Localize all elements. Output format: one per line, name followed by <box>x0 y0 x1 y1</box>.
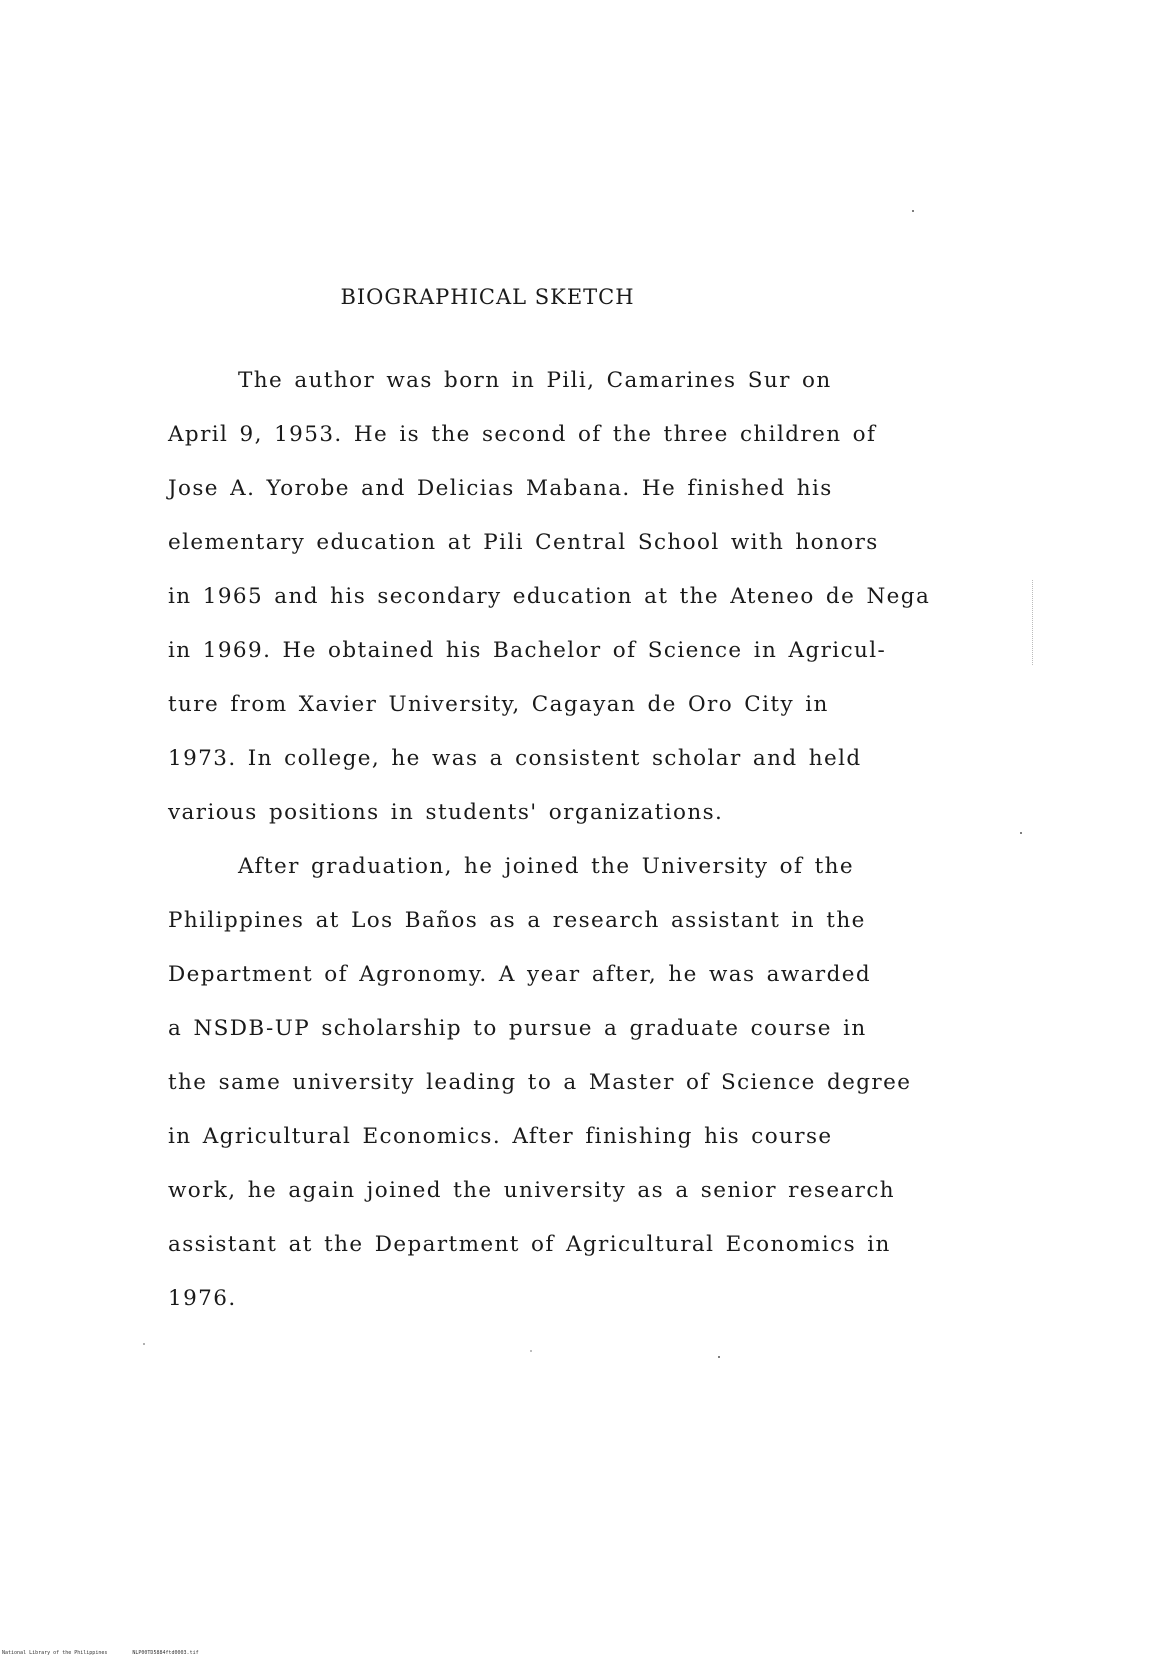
scan-speck <box>1020 832 1022 834</box>
scan-speck <box>530 1350 532 1352</box>
paragraph-2-line-2: Philippines at Los Baños as a research assistant in the <box>168 908 866 933</box>
document-title: BIOGRAPHICAL SKETCH <box>340 285 635 309</box>
scan-speck <box>912 210 914 212</box>
paragraph-1-line-6: in 1969. He obtained his Bachelor of Science in Agricul- <box>168 638 887 663</box>
paragraph-2-line-4: a NSDB-UP scholarship to pursue a graduate course in <box>168 1016 867 1041</box>
footer-file: NLP00TD5884ftd0003.tif <box>132 1650 199 1656</box>
paragraph-2-line-8: assistant at the Department of Agricultural Economics in <box>168 1232 891 1257</box>
paragraph-2-line-3: Department of Agronomy. A year after, he was awarded <box>168 962 872 987</box>
footer-library: National Library of the Philippines <box>2 1650 108 1656</box>
paragraph-1-line-5: in 1965 and his secondary education at the Ateneo de Nega <box>168 584 931 609</box>
paragraph-2-line-1: After graduation, he joined the University of the <box>238 854 855 879</box>
paragraph-1-line-1: The author was born in Pili, Camarines Sur on <box>238 368 832 393</box>
paragraph-2-line-7: work, he again joined the university as a senior research <box>168 1178 896 1203</box>
scan-speck <box>143 1343 145 1345</box>
paragraph-2-line-9: 1976. <box>168 1286 237 1311</box>
paragraph-1-line-2: April 9, 1953. He is the second of the three children of <box>168 422 877 447</box>
scan-speck <box>718 1356 720 1358</box>
paragraph-1-line-4: elementary education at Pili Central School with honors <box>168 530 879 555</box>
paragraph-1-line-9: various positions in students' organizations. <box>168 800 724 825</box>
paragraph-1-line-8: 1973. In college, he was a consistent scholar and held <box>168 746 862 771</box>
paragraph-1-line-7: ture from Xavier University, Cagayan de Oro City in <box>168 692 829 717</box>
paragraph-2-line-5: the same university leading to a Master of Science degree <box>168 1070 912 1095</box>
scan-footer <box>2 1650 221 1656</box>
paragraph-2-line-6: in Agricultural Economics. After finishing his course <box>168 1124 833 1149</box>
paragraph-1-line-3: Jose A. Yorobe and Delicias Mabana. He finished his <box>168 476 833 501</box>
scan-margin-marks <box>1032 580 1034 665</box>
